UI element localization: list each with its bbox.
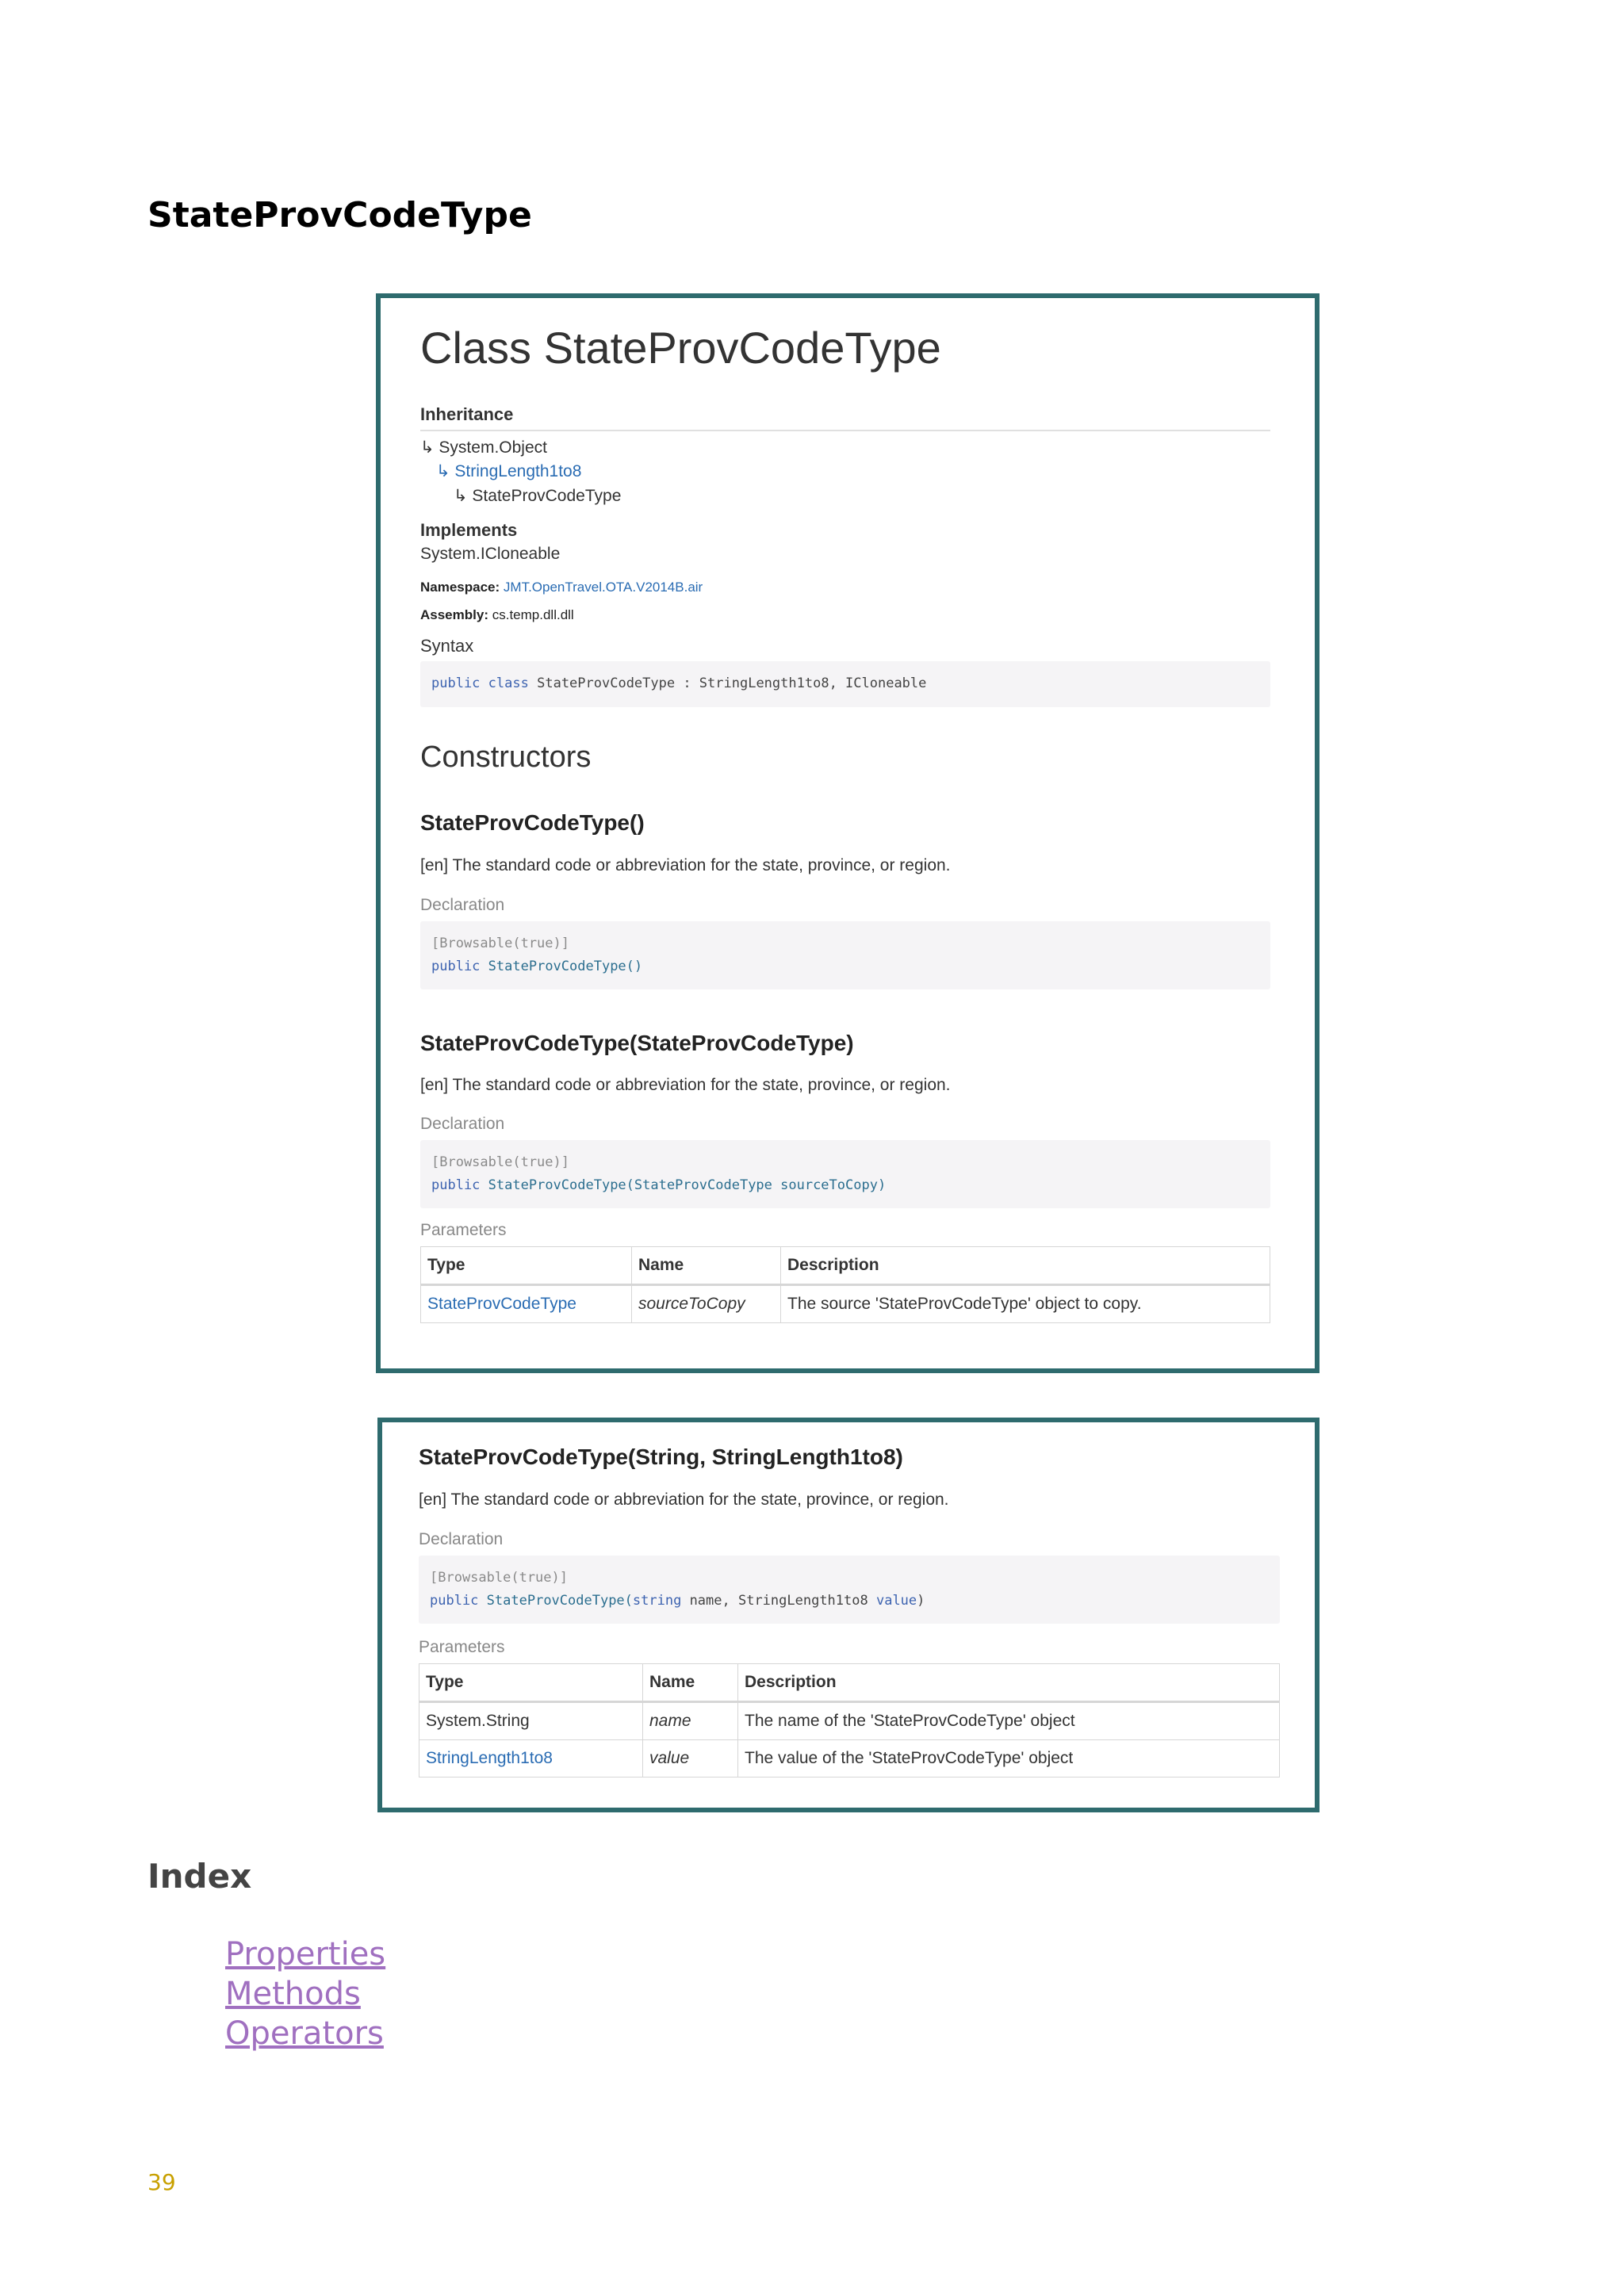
ctor3-declaration-label: Declaration bbox=[419, 1530, 504, 1548]
namespace-line bbox=[420, 580, 703, 595]
index-link-list bbox=[225, 1934, 385, 2053]
inheritance-label: Inheritance bbox=[420, 404, 514, 424]
code-attribute: [Browsable(true)] bbox=[431, 936, 569, 951]
page-heading: StateProvCodeType bbox=[147, 195, 532, 235]
ctor2-declaration-label: Declaration bbox=[420, 1115, 505, 1133]
syntax-code-block bbox=[420, 661, 1270, 707]
code-signature-end: ) bbox=[917, 1593, 925, 1609]
code-keyword: public bbox=[430, 1593, 479, 1609]
implements-label: Implements bbox=[420, 520, 518, 540]
ctor3-parameters-table bbox=[419, 1663, 1280, 1777]
code-keyword: public bbox=[431, 675, 481, 691]
table-row bbox=[419, 1740, 1280, 1777]
code-keyword: class bbox=[488, 675, 529, 691]
code-signature: StateProvCodeType(StateProvCodeType sourceToCopy) bbox=[488, 1177, 887, 1193]
assembly-value: cs.temp.dll.dll bbox=[492, 607, 574, 622]
namespace-label: Namespace: bbox=[420, 580, 500, 595]
param-description: The name of the 'StateProvCodeType' object bbox=[738, 1702, 1280, 1740]
ctor3-parameters-label: Parameters bbox=[419, 1638, 505, 1656]
index-link-operators[interactable]: Operators bbox=[225, 2015, 384, 2052]
ctor3-summary: [en] The standard code or abbreviation for the state, province, or region. bbox=[419, 1490, 949, 1509]
col-header-type: Type bbox=[419, 1664, 643, 1702]
ctor2-parameters-label: Parameters bbox=[420, 1221, 507, 1239]
code-keyword: public bbox=[431, 959, 481, 974]
ctor1-declaration-label: Declaration bbox=[420, 896, 505, 914]
code-signature-mid: name, StringLength1to8 bbox=[681, 1593, 876, 1609]
param-name: value bbox=[643, 1740, 738, 1777]
table-header-row bbox=[421, 1247, 1270, 1285]
assembly-label: Assembly: bbox=[420, 607, 488, 622]
ctor3-declaration-code bbox=[419, 1556, 1280, 1624]
ctor1-summary: [en] The standard code or abbreviation for the state, province, or region. bbox=[420, 856, 951, 874]
ctor2-summary: [en] The standard code or abbreviation for the state, province, or region. bbox=[420, 1076, 951, 1094]
doc-screenshot-frame-2 bbox=[377, 1418, 1320, 1812]
ctor2-parameters-table bbox=[420, 1246, 1270, 1323]
code-attribute: [Browsable(true)] bbox=[430, 1570, 568, 1586]
namespace-link[interactable]: JMT.OpenTravel.OTA.V2014B.air bbox=[503, 580, 703, 595]
col-header-name: Name bbox=[632, 1247, 781, 1285]
index-link-methods[interactable]: Methods bbox=[225, 1976, 361, 2012]
param-name: name bbox=[643, 1702, 738, 1740]
col-header-description: Description bbox=[738, 1664, 1280, 1702]
param-name: sourceToCopy bbox=[632, 1285, 781, 1323]
index-heading: Index bbox=[147, 1857, 252, 1896]
col-header-type: Type bbox=[421, 1247, 632, 1285]
code-attribute: [Browsable(true)] bbox=[431, 1154, 569, 1170]
param-description: The value of the 'StateProvCodeType' object bbox=[738, 1740, 1280, 1777]
code-keyword: public bbox=[431, 1177, 481, 1193]
code-keyword: string bbox=[632, 1593, 682, 1609]
index-link-properties[interactable]: Properties bbox=[225, 1936, 386, 1973]
table-row bbox=[421, 1285, 1270, 1323]
table-row bbox=[419, 1702, 1280, 1740]
inheritance-item-stringlength1to8-link[interactable]: ↳ StringLength1to8 bbox=[436, 462, 582, 480]
inheritance-item-stateprovcodetype: ↳ StateProvCodeType bbox=[454, 487, 622, 505]
ctor1-declaration-code bbox=[420, 921, 1270, 989]
inheritance-divider bbox=[420, 430, 1270, 431]
table-header-row bbox=[419, 1664, 1280, 1702]
param-type-link[interactable]: StateProvCodeType bbox=[421, 1285, 632, 1323]
class-title: Class StateProvCodeType bbox=[420, 323, 941, 373]
param-type: System.String bbox=[419, 1702, 643, 1740]
code-signature: StateProvCodeType() bbox=[488, 959, 643, 974]
col-header-description: Description bbox=[781, 1247, 1270, 1285]
code-keyword: value bbox=[875, 1593, 917, 1609]
ctor2-title: StateProvCodeType(StateProvCodeType) bbox=[420, 1031, 854, 1055]
param-description: The source 'StateProvCodeType' object to copy. bbox=[781, 1285, 1270, 1323]
code-signature: StateProvCodeType : StringLength1to8, ICloneable bbox=[537, 675, 927, 691]
constructors-heading: Constructors bbox=[420, 740, 592, 774]
page-number: 39 bbox=[147, 2169, 176, 2195]
param-type-link[interactable]: StringLength1to8 bbox=[419, 1740, 643, 1777]
inheritance-item-object: ↳ System.Object bbox=[420, 438, 547, 457]
col-header-name: Name bbox=[643, 1664, 738, 1702]
ctor1-title: StateProvCodeType() bbox=[420, 810, 645, 835]
code-signature-start: StateProvCodeType( bbox=[486, 1593, 633, 1609]
ctor2-declaration-code bbox=[420, 1140, 1270, 1208]
doc-screenshot-frame-1 bbox=[376, 293, 1320, 1373]
assembly-line bbox=[420, 607, 574, 623]
implements-value: System.ICloneable bbox=[420, 545, 561, 563]
ctor3-title: StateProvCodeType(String, StringLength1to8) bbox=[419, 1445, 903, 1469]
syntax-label: Syntax bbox=[420, 636, 474, 656]
